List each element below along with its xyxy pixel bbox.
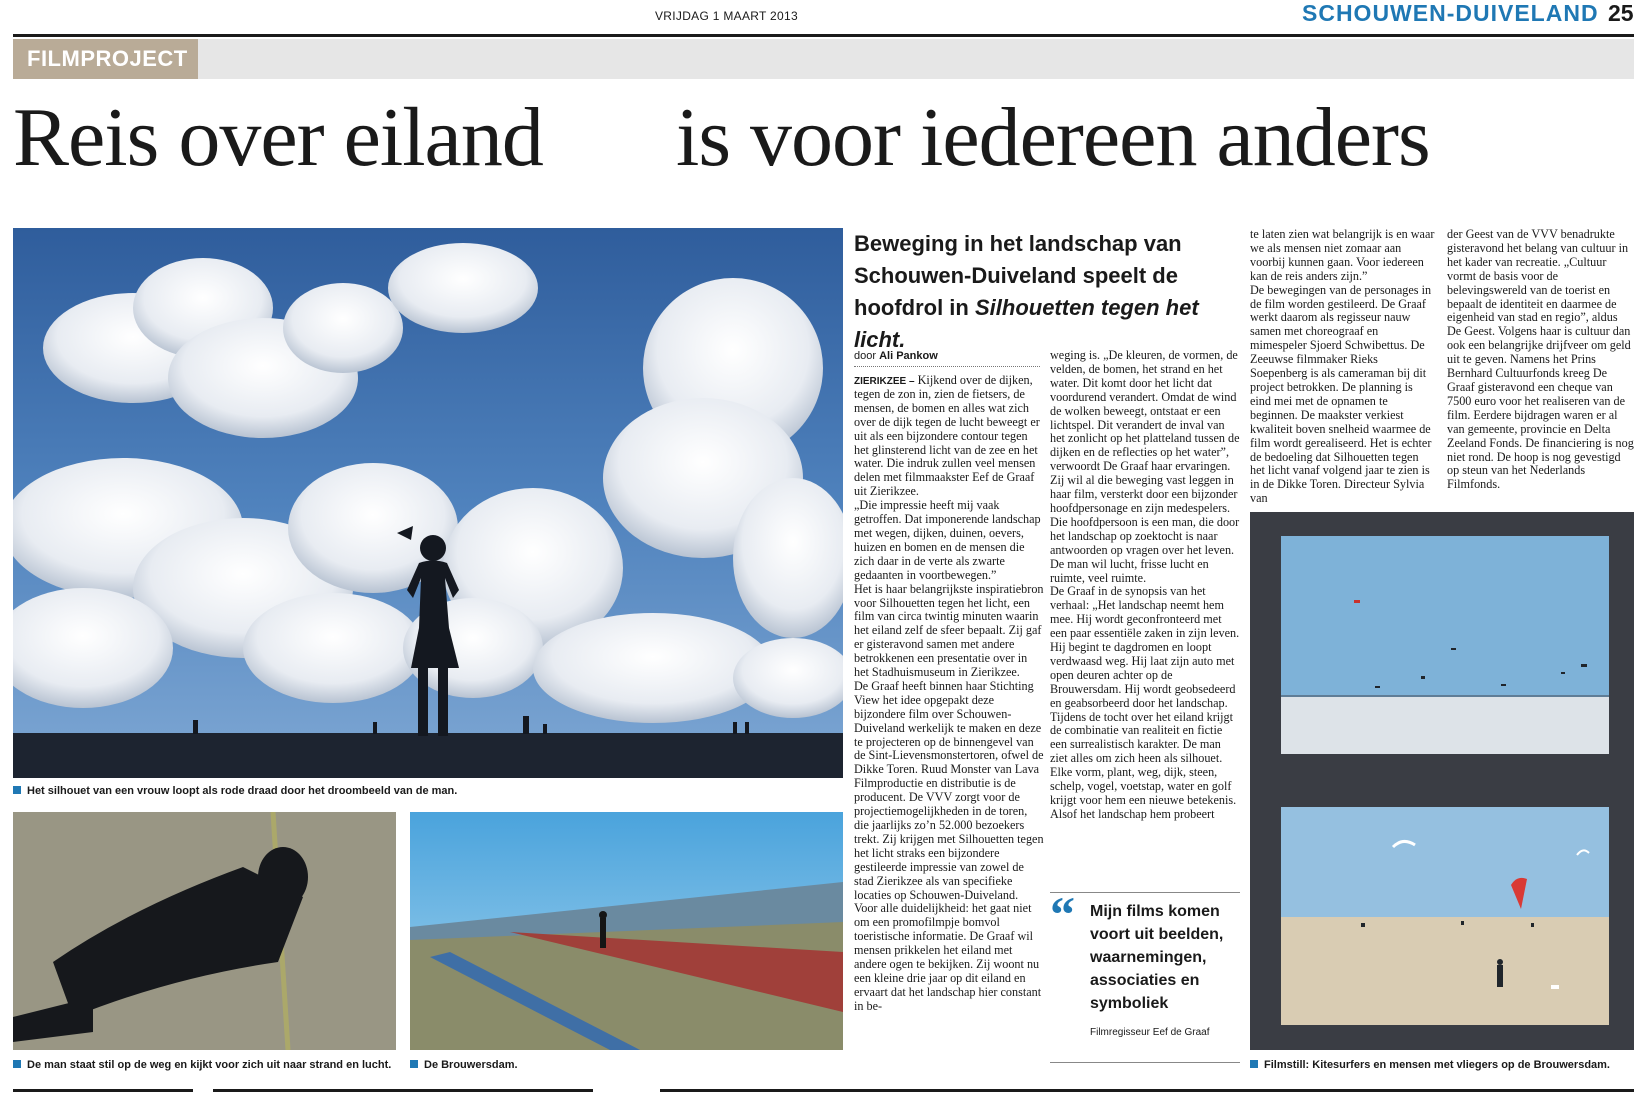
main-photo-silhouette xyxy=(13,228,843,778)
caption-kites-photo: Filmstill: Kitesurfers en mensen met vliegers op de Brouwersdam. xyxy=(1250,1058,1610,1072)
filmstill-kites-top xyxy=(1281,536,1609,754)
kicker-bar xyxy=(13,39,1634,79)
page-number: 25 xyxy=(1608,0,1634,26)
caption-marker-icon xyxy=(13,786,21,794)
paragraph: weging is. „De kleuren, de vormen, de velden, de bomen, het strand en het water. Dit komt door het licht dat voordurend verandert. Omdat de wind de wolken beweegt, ontstaat er een lichtspel. Dit verandert de inval van het zonlicht op het platteland tussen de dijken en de reflecties op het water”, verwoordt De Graaf haar ervaringen. xyxy=(1050,348,1240,474)
paragraph: der Geest van de VVV benadrukte gisteravond het belang van cultuur in het kader van recreatie. „Cultuur vormt de basis voor de belevingswereld van de toerist en bepaalt de identiteit en daarmee de eigenheid van stad en regio”, aldus De Geest. Volgens haar is cultuur dan ook een belangrijke drijfveer om geld uit te geven. Namens het Prins Bernhard Cultuurfonds kreeg De Graaf gisteravond een cheque van 7500 euro voor het realiseren van de film. Eerdere bijdragen waren er al van gemeente, provincie en Delta Zeeland Fonds. De financiering is nog niet rond. De hoop is nog gevestigd op steun van het Nederlands Filmfonds. xyxy=(1447,227,1634,492)
quote-mark-icon: “ xyxy=(1050,886,1075,942)
paragraph: Zij wil al die beweging vast leggen in haar film, versterkt door een bijzonder hoofdpersonage en zijn medespelers. Die hoofdpersoon is een man, die door het landschap op zoektocht is naar antwoorden op vragen over het leven. De man wil lucht, frisse lucht en ruimte, veel ruimte. xyxy=(1050,473,1240,585)
paragraph: te laten zien wat belangrijk is en waar we als mensen niet zomaar aan voorbij kunnen gaan. Voor iedereen kan de reis anders zijn.” xyxy=(1250,227,1435,283)
pull-quote-text: Mijn films komen voort uit beelden, waarnemingen, associaties en symboliek xyxy=(1090,903,1224,1012)
paragraph: „Die impressie heeft mij vaak getroffen. Dat imponerende landschap met wegen, dijken, duinen, oevers, huizen en bomen en de mensen die zich daar in de verte als zwarte gedaanten in voortbewegen.” xyxy=(854,498,1041,582)
caption-shadow-photo: De man staat stil op de weg en kijkt voor zich uit naar strand en lucht. xyxy=(13,1058,391,1072)
kicker-label: FILMPROJECT xyxy=(13,39,198,79)
article-column-1 xyxy=(854,374,1044,1014)
pull-quote-attribution: Filmregisseur Eef de Graaf xyxy=(1090,1027,1210,1038)
footer-rule xyxy=(660,1089,1634,1092)
issue-date: VRIJDAG 1 MAART 2013 xyxy=(655,9,798,23)
headline-part-2: is voor iedereen anders xyxy=(676,91,1430,184)
caption-marker-icon xyxy=(410,1060,418,1068)
caption-marker-icon xyxy=(1250,1060,1258,1068)
article-column-3 xyxy=(1250,228,1436,506)
paragraph: De Graaf in de synopsis van het verhaal: „Het landschap neemt hem mee. Hij wordt geconfronteerd met een paar essentiële zaken in zijn leven. Hij begint te dagdromen en loopt verdwaasd weg. Hij laat zijn auto met open deuren achter op de Brouwersdam. Hij wordt geobsedeerd en geabsorbeerd door het landschap. Tijdens de tocht over het eiland krijgt de combinatie van realiteit en fictie een surrealistisch karakter. De man ziet alles om zich heen als silhouet. Elke vorm, plant, weg, dijk, steen, schelp, vogel, voetstap, water en golf krijgt voor hem een nieuwe betekenis. Alsof het landschap hem probeert xyxy=(1050,584,1240,821)
paragraph: ZIERIKZEE – Kijkend over de dijken, tegen de zon in, zien de fietsers, de mensen, de bomen en alles wat zich over de dijk tegen de lucht beweegt er uit als een bijzondere contour tegen het glinsterend licht van de zee en het water. Die indruk zullen veel mensen delen met filmmaakster Eef de Graaf uit Zierikzee. xyxy=(854,373,1040,499)
pull-quote-bottom-rule xyxy=(1050,1062,1240,1063)
byline: door Ali Pankow xyxy=(854,350,1040,367)
article-intro: Beweging in het landschap van Schouwen-Duiveland speelt de hoofdrol in Silhouetten tegen het licht. xyxy=(854,231,1199,352)
caption-dam-photo: De Brouwersdam. xyxy=(410,1058,518,1072)
footer-rule xyxy=(213,1089,593,1092)
section-region: SCHOUWEN-DUIVELAND xyxy=(1302,0,1599,26)
paragraph: De bewegingen van de personages in de film worden gestileerd. De Graaf werkt daarom als regisseur nauw samen met choreograaf en mimespeler Sjoerd Schwibettus. De Zeeuwse filmmaker Rieks Soepenberg is als cameraman bij dit project betrokken. De planning is eind mei met de opnamen te beginnen. De maakster verkiest kwaliteit boven snelheid waarmee de film wordt gerealiseerd. Het is echter de bedoeling dat Silhouetten tegen het licht vanaf volgend jaar te zien is in de Dikke Toren. Directeur Sylvia van xyxy=(1250,282,1432,506)
headline-part-1: Reis over eiland xyxy=(13,91,543,184)
caption-marker-icon xyxy=(13,1060,21,1068)
footer-rule xyxy=(13,1089,193,1092)
photo-shadow-on-road xyxy=(13,812,396,1050)
article-column-2 xyxy=(1050,349,1240,822)
article-column-4 xyxy=(1447,228,1634,492)
filmstill-kites-bottom xyxy=(1281,807,1609,1025)
header-rule xyxy=(13,34,1634,37)
paragraph: De Graaf heeft binnen haar Stichting View het idee opgepakt deze bijzondere film over Schouwen-Duiveland werkelijk te maken en deze te projecteren op de binnengevel van de Sint-Lievensmonstertoren, ofwel de Dikke Toren. Ruud Monster van Lava Filmproductie en distributie is de producent. De VVV zorgt voor de projectiemogelijkheden in de toren, die jaarlijks zo’n 52.000 bezoekers trekt. Zij krijgen met Silhouetten tegen het licht straks een bijzondere gestileerde impressie van zowel de stad Zierikzee als van specifieke locaties op Schouwen-Duiveland. xyxy=(854,678,1044,902)
paragraph: Voor alle duidelijkheid: het gaat niet om een promofilmpje bomvol toeristische informatie. De Graaf wil mensen prikkelen het eiland met andere ogen te bekijken. Zij woont nu een kleine drie jaar op dit eiland en ervaart dat het landschap hier constant in be- xyxy=(854,901,1042,1013)
filmstill-panel xyxy=(1250,512,1634,1050)
photo-brouwersdam xyxy=(410,812,843,1050)
caption-main-photo: Het silhouet van een vrouw loopt als rode draad door het droombeeld van de man. xyxy=(13,784,457,798)
paragraph: Het is haar belangrijkste inspiratiebron voor Silhouetten tegen het licht, een film van circa twintig minuten waarin het eiland zelf de sfeer bepaalt. Zij gaf er gisteravond samen met andere betrokkenen een presentatie over in het Stadhuismuseum in Zierikzee. xyxy=(854,581,1044,680)
